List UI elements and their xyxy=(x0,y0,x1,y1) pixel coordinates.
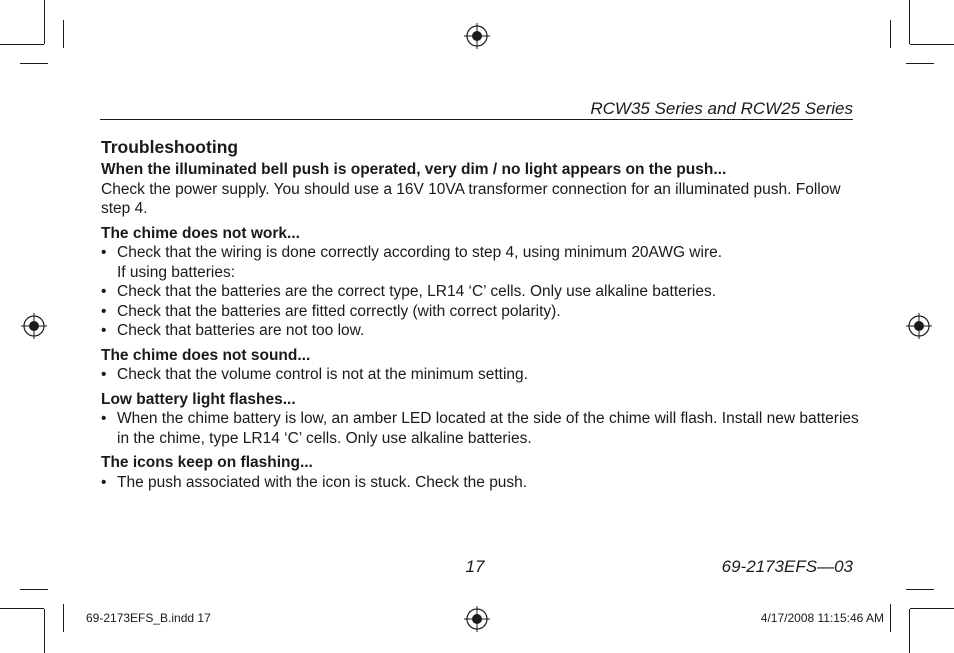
registration-mark-icon xyxy=(906,313,932,339)
list-item xyxy=(101,243,861,282)
bullet-icon: • xyxy=(101,410,107,427)
header-rule xyxy=(100,119,853,120)
list-item xyxy=(101,473,861,493)
crop-mark xyxy=(909,0,910,44)
list-item-text: Check that the wiring is done correctly according to step 4, using minimum 20AWG wire. xyxy=(117,244,723,261)
crop-mark xyxy=(890,20,891,48)
bullet-icon: • xyxy=(101,283,107,300)
problem-heading: The chime does not work... xyxy=(101,224,300,242)
problem-heading: The icons keep on flashing... xyxy=(101,454,313,471)
crop-mark xyxy=(906,63,934,64)
slug-date-info: 4/17/2008 11:15:46 AM xyxy=(760,611,884,625)
crop-mark xyxy=(0,44,44,45)
crop-mark xyxy=(890,604,891,632)
troubleshooting-content xyxy=(101,136,861,497)
bullet-icon: • xyxy=(101,244,107,261)
crop-mark xyxy=(910,608,954,609)
list-item-text: Check that batteries are not too low. xyxy=(117,322,365,339)
list-item xyxy=(101,321,861,341)
list-item xyxy=(101,409,869,448)
list-item-text: The push associated with the icon is stuck. Check the push. xyxy=(117,473,528,491)
crop-mark xyxy=(909,609,910,653)
crop-mark xyxy=(20,63,48,64)
registration-mark-icon xyxy=(21,313,47,339)
list-item-text: When the chime battery is low, an amber LED located at the side of the chime will flash. Install new batteries in the chime, type LR14 ‘C’ cells. Only use alkaline batteries. xyxy=(117,410,859,447)
section-title: Troubleshooting xyxy=(101,137,239,157)
troubleshooting-item xyxy=(101,346,861,385)
list-item-text: Check that the volume control is not at the minimum setting. xyxy=(117,366,528,383)
list-item-text: Check that the batteries are the correct type, LR14 ‘C’ cells. Only use alkaline batteries. xyxy=(117,283,717,300)
registration-mark-icon xyxy=(464,23,490,49)
crop-mark xyxy=(44,609,45,653)
list-item xyxy=(101,282,861,302)
crop-mark xyxy=(63,604,64,632)
list-item-text: Check that the batteries are fitted correctly (with correct polarity). xyxy=(117,302,561,320)
problem-heading: When the illuminated bell push is operated, very dim / no light appears on the push... xyxy=(101,161,727,178)
troubleshooting-item xyxy=(101,390,861,449)
problem-heading: The chime does not sound... xyxy=(101,346,311,364)
crop-mark xyxy=(63,20,64,48)
crop-mark xyxy=(44,0,45,44)
bullet-icon: • xyxy=(101,322,107,339)
page-number: 17 xyxy=(465,557,485,576)
crop-mark xyxy=(910,44,954,45)
troubleshooting-item xyxy=(101,224,861,341)
list-item xyxy=(101,365,861,385)
bullet-icon: • xyxy=(101,366,107,383)
slug-file-info: 69-2173EFS_B.indd 17 xyxy=(86,611,211,625)
registration-mark-icon xyxy=(464,606,490,632)
document-number: 69-2173EFS—03 xyxy=(721,557,853,576)
troubleshooting-item xyxy=(101,160,861,219)
bullet-icon: • xyxy=(101,473,107,491)
list-item-subline: If using batteries: xyxy=(117,263,236,281)
problem-heading: Low battery light flashes... xyxy=(101,390,296,408)
solution-text: Check the power supply. You should use a 16V 10VA transformer connection for an illuminated push. Follow step 4. xyxy=(101,180,841,217)
crop-mark xyxy=(906,589,934,590)
running-header: RCW35 Series and RCW25 Series xyxy=(590,99,853,118)
troubleshooting-item xyxy=(101,453,861,492)
list-item xyxy=(101,302,861,322)
crop-mark xyxy=(20,589,48,590)
bullet-icon: • xyxy=(101,302,107,320)
crop-mark xyxy=(0,608,44,609)
